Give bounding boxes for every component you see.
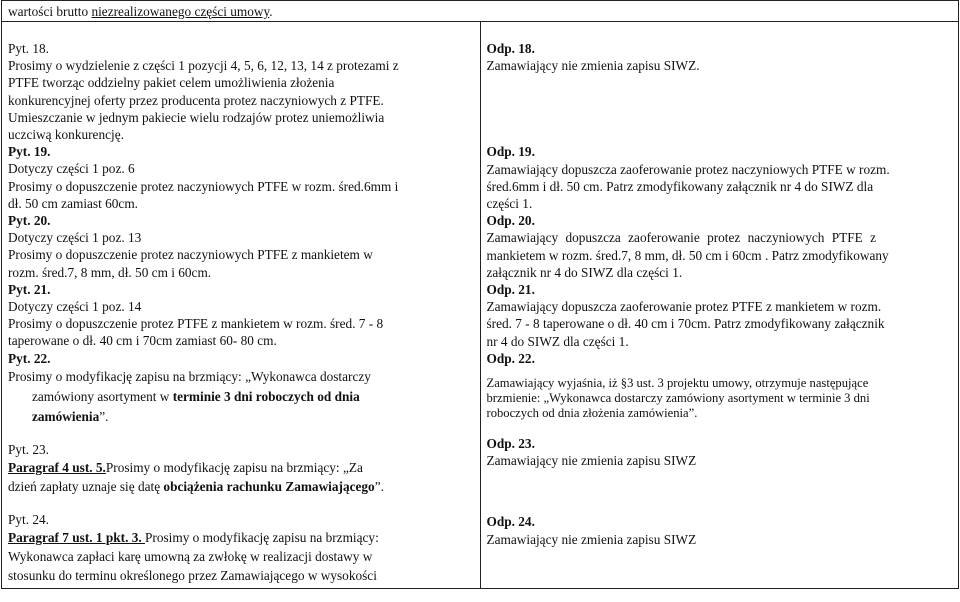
answer-number: Odp. 19. (486, 144, 535, 160)
question-number: Pyt. 23. (8, 441, 50, 457)
question-line: uczciwą konkurencję. (8, 127, 124, 143)
question-line: Prosimy o dopuszczenie protez naczyniowych PTFE z mankietem w (8, 247, 373, 263)
question-line: stosunku do terminu określonego przez Zamawiającego w wysokości (8, 568, 377, 584)
question-line: Dotyczy części 1 poz. 6 (8, 161, 135, 177)
answer-line: Zamawiający dopuszcza zaoferowanie protez PTFE z mankietem w rozm. (486, 299, 882, 315)
continuation-cell: wartości brutto niezrealizowanego części umowy. (2, 1, 959, 22)
answer-line: Zamawiający dopuszcza zaoferowanie protez naczyniowych PTFE w rozm. (486, 161, 890, 177)
answer-number: Odp. 24. (486, 514, 535, 530)
question-line: dzień zapłaty uznaje się datę obciążenia rachunku Zamawiającego”. (8, 479, 384, 495)
question-line: Prosimy o modyfikację zapisu na brzmiący: „Wykonawca dostarczy (8, 368, 371, 384)
answer-line: Zamawiający nie zmienia zapisu SIWZ. (486, 58, 700, 74)
question-line: rozm. śred.7, 8 mm, dł. 50 cm i 60cm. (8, 264, 212, 280)
question-line: Prosimy o dopuszczenie protez naczyniowych PTFE w rozm. śred.6mm i (8, 178, 399, 194)
continuation-underlined: niezrealizowanego części umowy (91, 4, 270, 19)
question-line: Dotyczy części 1 poz. 13 (8, 230, 142, 246)
answer-line: Zamawiający dopuszcza zaoferowanie protez naczyniowych PTFE z (486, 230, 876, 246)
answer-number: Odp. 20. (486, 213, 535, 229)
answer-line: śred. 7 - 8 taperowane o dł. 40 cm i 70cm. Patrz zmodyfikowany załącznik (486, 316, 885, 332)
question-number: Pyt. 20. (8, 213, 51, 229)
answer-line: załącznik nr 4 do SIWZ dla części 1. (486, 264, 683, 280)
answer-line: Zamawiający wyjaśnia, iż §3 ust. 3 projektu umowy, otrzymuje następujące (486, 376, 869, 391)
answer-number: Odp. 18. (486, 41, 535, 56)
question-line: Paragraf 4 ust. 5.Prosimy o modyfikację zapisu na brzmiący: „Za (8, 460, 363, 476)
answer-number: Odp. 21. (486, 282, 535, 298)
answer-line: roboczych od dnia złożenia zamówienia”. (486, 406, 698, 421)
question-line: PTFE tworząc oddzielny pakiet celem umożliwienia złożenia (8, 75, 335, 91)
question-line: zamówienia”. (32, 408, 109, 424)
qa-table (1, 0, 959, 589)
answer-line: Zamawiający nie zmienia zapisu SIWZ (486, 531, 697, 547)
question-cell (2, 22, 481, 589)
question-line: Prosimy o wydzielenie z części 1 pozycji 4, 5, 6, 12, 13, 14 z protezami z (8, 58, 399, 74)
question-line: konkurencyjnej oferty przez producenta protez naczyniowych z PTFE. (8, 92, 384, 108)
answer-line: części 1. (486, 196, 533, 212)
question-number: Pyt. 19. (8, 144, 51, 160)
question-line: zamówiony asortyment w terminie 3 dni roboczych od dnia (32, 388, 360, 404)
question-line: Paragraf 7 ust. 1 pkt. 3. Prosimy o modyfikację zapisu na brzmiący: (8, 530, 379, 546)
question-number: Pyt. 22. (8, 350, 51, 366)
answer-line: mankietem w rozm. śred.7, 8 mm, dł. 50 cm i 60cm . Patrz zmodyfikowany (486, 247, 889, 263)
question-line: Wykonawca zapłaci karę umowną za zwłokę w realizacji dostawy w (8, 549, 373, 565)
question-number: Pyt. 18. (8, 41, 50, 56)
table-row (2, 1, 959, 22)
question-line: Umieszczanie w jednym pakiecie wielu rodzajów protez uniemożliwia (8, 109, 385, 125)
question-line: Dotyczy części 1 poz. 14 (8, 299, 142, 315)
question-number: Pyt. 24. (8, 512, 50, 528)
answer-number: Odp. 22. (486, 350, 535, 366)
table-row (2, 22, 959, 589)
answer-cell (480, 22, 959, 589)
answer-line: brzmienie: „Wykonawca dostarczy zamówiony asortyment w terminie 3 dni (486, 391, 870, 406)
continuation-text: wartości brutto (8, 4, 92, 19)
answer-number: Odp. 23. (486, 436, 535, 452)
question-number: Pyt. 21. (8, 281, 51, 297)
answer-line: śred.6mm i dł. 50 cm. Patrz zmodyfikowany załącznik nr 4 do SIWZ dla (486, 178, 874, 194)
question-line: Prosimy o dopuszczenie protez PTFE z mankietem w rozm. śred. 7 - 8 (8, 316, 384, 332)
question-line: taperowane o dł. 40 cm i 70cm zamiast 60- 80 cm. (8, 333, 277, 349)
answer-line: Zamawiający nie zmienia zapisu SIWZ (486, 453, 697, 469)
question-line: dł. 50 cm zamiast 60cm. (8, 195, 138, 211)
answer-line: nr 4 do SIWZ dla części 1. (486, 333, 629, 349)
